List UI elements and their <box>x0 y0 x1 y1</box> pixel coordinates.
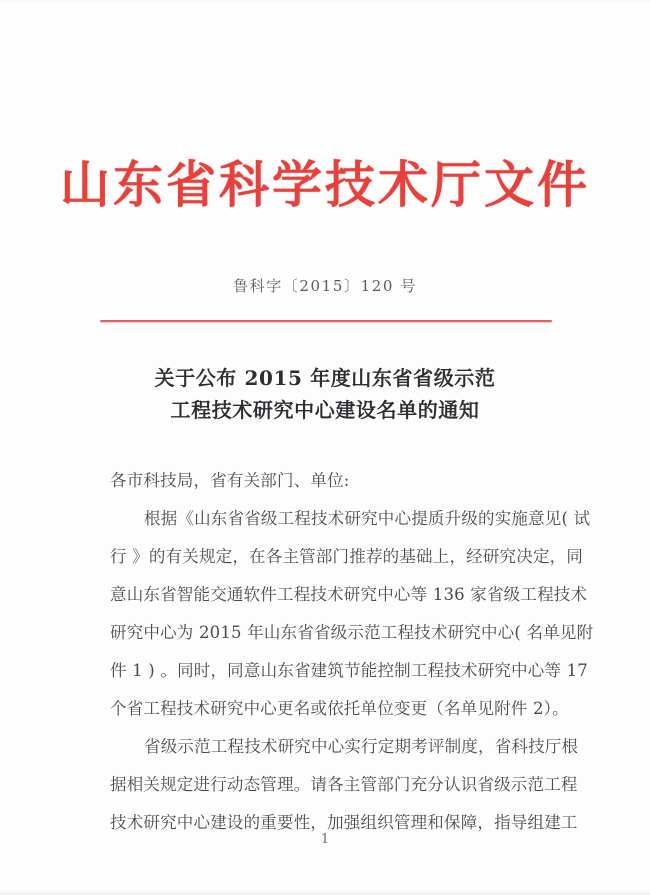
body-line: 省级示范工程技术研究中心实行定期考评制度，省科技厅根 <box>144 737 579 756</box>
scan-edge-bottom <box>0 889 650 895</box>
red-divider-rule <box>100 320 552 322</box>
page-footer <box>0 828 650 847</box>
subject-title-line-1: 关于公布 2015 年度山东省省级示范 <box>154 366 496 390</box>
subject-title <box>0 362 650 426</box>
addressee-line: 各市科技局，省有关部门、单位: <box>110 471 350 490</box>
document-number-row <box>0 275 650 296</box>
body-text <box>110 462 594 842</box>
document-number: 鲁科字〔2015〕120 号 <box>233 277 417 295</box>
subject-title-line-2: 工程技术研究中心建设名单的通知 <box>170 398 480 422</box>
page-number: 1 <box>320 832 330 847</box>
body-line: 根据《山东省省级工程技术研究中心提质升级的实施意见( 试 <box>144 509 591 528</box>
body-line: 个省工程技术研究中心更名或依托单位变更（名单见附件 2）。 <box>110 699 569 718</box>
masthead <box>0 155 650 214</box>
body-line: 行 》的有关规定，在各主管部门推荐的基础上，经研究决定，同 <box>110 547 584 566</box>
body-line: 件 1 ) 。同时，同意山东省建筑节能控制工程技术研究中心等 17 <box>110 661 589 680</box>
body-line: 据相关规定进行动态管理。请各主管部门充分认识省级示范工程 <box>110 775 578 794</box>
body-line: 研究中心为 2015 年山东省省级示范工程技术研究中心( 名单见附 <box>110 623 594 642</box>
masthead-title: 山东省科学技术厅文件 <box>60 155 590 214</box>
body-line: 意山东省智能交通软件工程技术研究中心等 136 家省级工程技术 <box>110 585 588 604</box>
body-line: 技术研究中心建设的重要性，加强组织管理和保障，指导组建工 <box>110 813 578 832</box>
scan-edge-top <box>0 0 650 4</box>
